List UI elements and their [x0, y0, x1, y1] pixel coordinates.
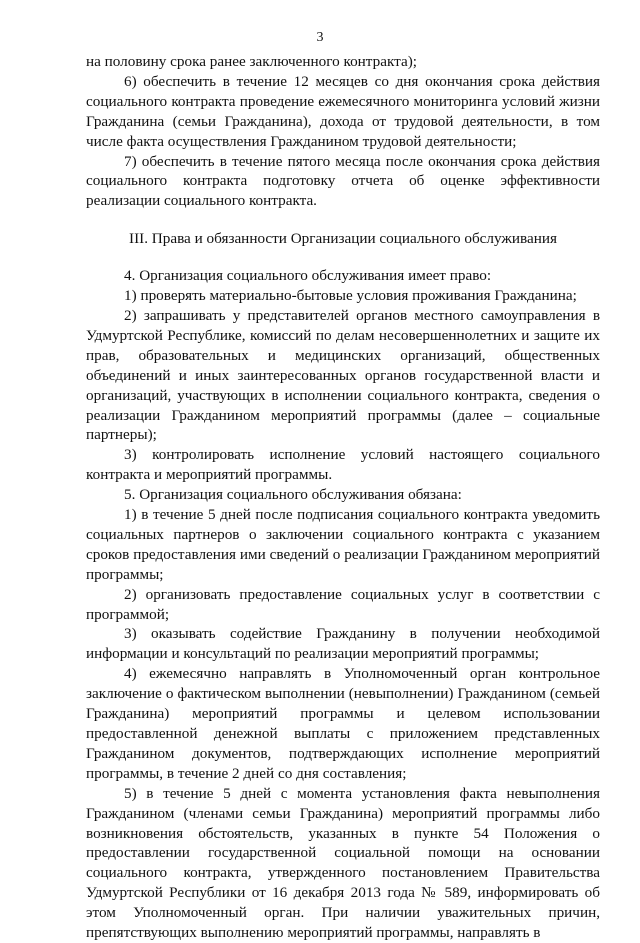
- page-number: 3: [316, 30, 324, 45]
- paragraph-duty-1: 1) в течение 5 дней после подписания социального контракта уведомить социальных партнеров о заключении социального контракта с указанием сроков предоставления ими сведений о реализации Гражданином мероприятий программы;: [86, 506, 600, 583]
- document-body: [86, 52, 600, 943]
- paragraph-clause-4: 4. Организация социального обслуживания имеет право:: [124, 267, 492, 285]
- section-heading: III. Права и обязанности Организации социального обслуживания: [129, 230, 557, 248]
- paragraph-duty-2: 2) организовать предоставление социальных услуг в соответствии с программой;: [86, 585, 600, 623]
- paragraph-right-2: 2) запрашивать у представителей органов местного самоуправления в Удмуртской Республике, комиссий по делам несовершеннолетних и защите их прав, образовательных и медицинских организаций, общественных объединений и иных заинтересованных органов государственной власти и организаций, участвующих в исполнении социального контракта, сведения о реализации Гражданином мероприятий программы (далее – социальные партнеры);: [86, 306, 600, 444]
- paragraph-duty-4: 4) ежемесячно направлять в Уполномоченный орган контрольное заключение о фактическом выполнении (невыполнении) Гражданином (семьей Гражданина) мероприятий программы и целевом использовании предоставленной денежной выплаты с приложением представленных Гражданином документов, подтверждающих исполнение мероприятий программы, в течение 2 дней со дня составления;: [86, 665, 600, 782]
- paragraph-continuation: на половину срока ранее заключенного контракта);: [86, 53, 417, 70]
- paragraph-duty-5: 5) в течение 5 дней с момента установления факта невыполнения Гражданином (членами семьи Гражданина) мероприятий программы либо возникновения обстоятельств, указанных в пункте 54 Положения о предоставлении государственной социальной помощи на основании социального контракта, утвержденного постановлением Правительства Удмуртской Республики от 16 декабря 2013 года № 589, информировать об этом Уполномоченный орган. При наличии уважительных причин, препятствующих выполнению мероприятий программы, направлять в: [86, 784, 600, 942]
- paragraph-duty-3: 3) оказывать содействие Гражданину в получении необходимой информации и консультаций по реализации мероприятий программы;: [86, 625, 600, 663]
- paragraph-clause-5: 5. Организация социального обслуживания обязана:: [124, 486, 462, 504]
- paragraph-item-6: 6) обеспечить в течение 12 месяцев со дня окончания срока действия социального контракта проведение ежемесячного мониторинга условий жизни Гражданина (семьи Гражданина), дохода от трудовой деятельности, в том числе факта осуществления Гражданином трудовой деятельности;: [86, 72, 600, 150]
- paragraph-item-7: 7) обеспечить в течение пятого месяца после окончания срока действия социального контракта подготовку отчета об оценке эффективности реализации социального контракта.: [86, 152, 600, 210]
- paragraph-right-3: 3) контролировать исполнение условий настоящего социального контракта и мероприятий программы.: [86, 446, 600, 484]
- paragraph-right-1: 1) проверять материально-бытовые условия проживания Гражданина;: [124, 287, 577, 305]
